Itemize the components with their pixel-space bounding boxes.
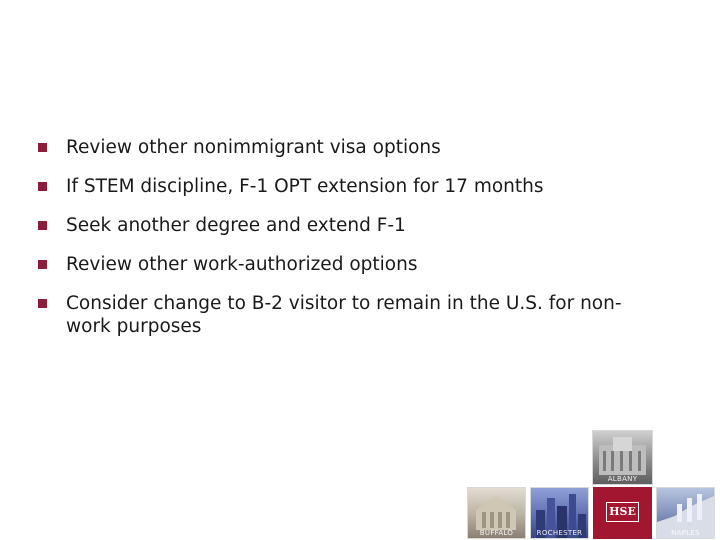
- rochester-photo: [530, 487, 589, 539]
- hse-logo: HSE: [606, 502, 639, 522]
- buffalo-caption: BUFFALO: [479, 529, 514, 537]
- bullet-text: If STEM discipline, F-1 OPT extension for 17 months: [66, 176, 544, 197]
- albany-photo: [592, 430, 653, 485]
- bullet-text: Review other nonimmigrant visa options: [66, 137, 441, 158]
- bullet-text: Seek another degree and extend F-1: [66, 215, 406, 236]
- naples-photo: [656, 487, 715, 539]
- albany-caption: ALBANY: [607, 475, 638, 483]
- bullet-text: Review other work-authorized options: [66, 254, 418, 275]
- buffalo-photo: [467, 487, 526, 539]
- hse-logo-tile: [593, 487, 652, 539]
- bullet-text: Consider change to B-2 visitor to remain in the U.S. for non-work purposes: [66, 293, 622, 337]
- rochester-caption: ROCHESTER: [536, 529, 583, 537]
- naples-caption: NAPLES: [671, 529, 700, 537]
